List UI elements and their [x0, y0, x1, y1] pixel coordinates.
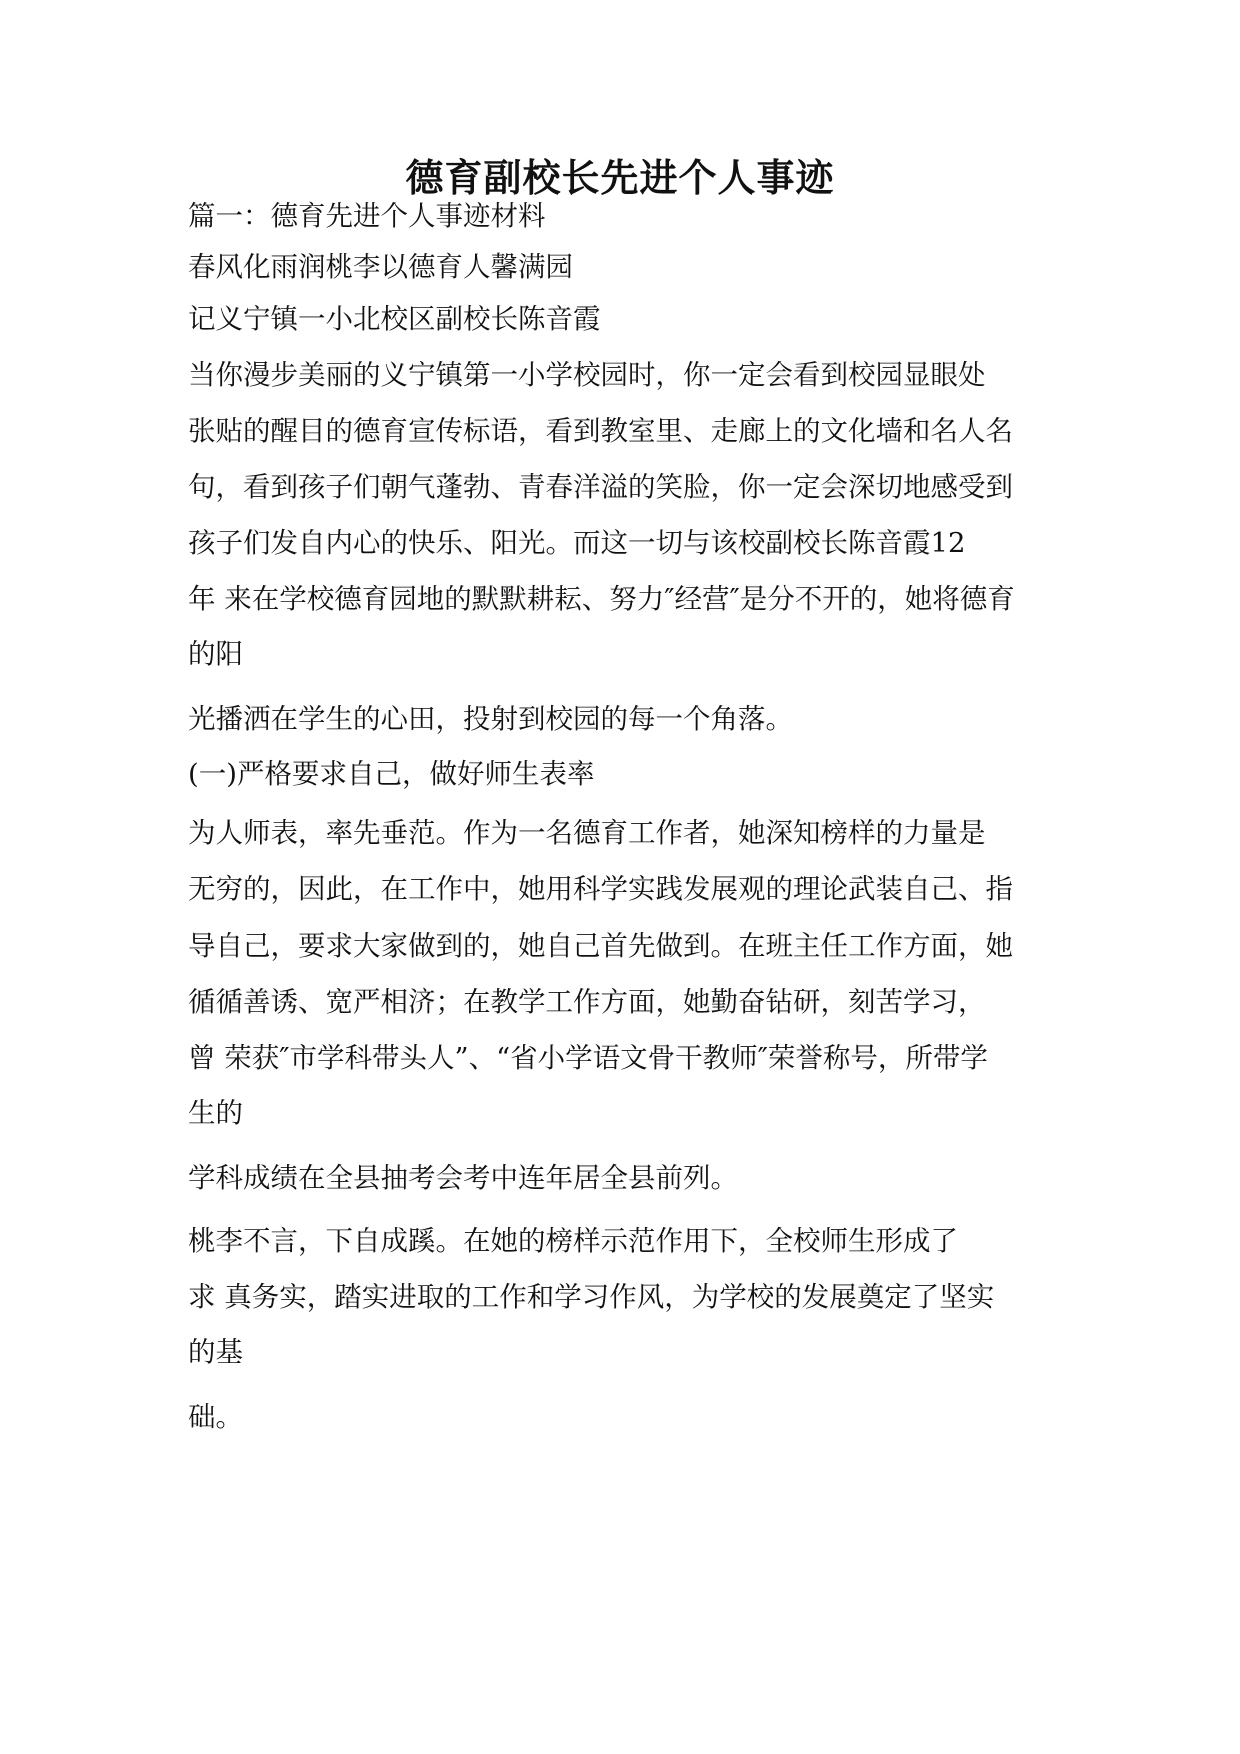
text-line: 础。 [188, 1401, 243, 1433]
text-line: 记义宁镇一小北校区副校长陈音霞 [188, 303, 601, 335]
text-line: 当你漫步美丽的义宁镇第一小学校园时，你一定会看到校园显眼处 [188, 359, 986, 391]
text-line: 春风化雨润桃李以德育人馨满园 [188, 251, 573, 283]
text-line: (一)严格要求自己，做好师生表率 [188, 758, 595, 790]
text-line: 曾 荣获″市学科带头人”、“省小学语文骨干教师″荣誉称号，所带学 [188, 1042, 988, 1074]
text-line: 孩子们发自内心的快乐、阳光。而这一切与该校副校长陈音霞12 [188, 527, 966, 559]
text-line: 导自己，要求大家做到的，她自己首先做到。在班主任工作方面，她 [188, 930, 1013, 962]
text-line: 张贴的醒目的德育宣传标语，看到教室里、走廊上的文化墙和名人名 [188, 415, 1013, 447]
text-line: 的阳 [188, 638, 243, 670]
text-line: 生的 [188, 1097, 243, 1129]
text-line: 为人师表，率先垂范。作为一名德育工作者，她深知榜样的力量是 [188, 817, 986, 849]
text-line: 篇一：德育先进个人事迹材料 [188, 200, 546, 232]
text-line: 的基 [188, 1336, 243, 1368]
text-line: 光播洒在学生的心田，投射到校园的每一个角落。 [188, 703, 793, 735]
text-line: 求 真务实，踏实进取的工作和学习作风，为学校的发展奠定了坚实 [188, 1281, 995, 1313]
text-line: 年 来在学校德育园地的默默耕耘、努力″经营″是分不开的，她将德育 [188, 583, 1015, 615]
document-title: 德育副校长先进个人事迹 [405, 155, 835, 200]
text-line: 句，看到孩子们朝气蓬勃、青春洋溢的笑脸，你一定会深切地感受到 [188, 471, 1013, 503]
text-line: 循循善诱、宽严相济；在教学工作方面，她勤奋钻研，刻苦学习， [188, 986, 986, 1018]
text-line: 桃李不言，下自成蹊。在她的榜样示范作用下，全校师生形成了 [188, 1225, 958, 1257]
text-line: 无穷的，因此，在工作中，她用科学实践发展观的理论武装自己、指 [188, 873, 1013, 905]
text-line: 学科成绩在全县抽考会考中连年居全县前列。 [188, 1162, 738, 1194]
